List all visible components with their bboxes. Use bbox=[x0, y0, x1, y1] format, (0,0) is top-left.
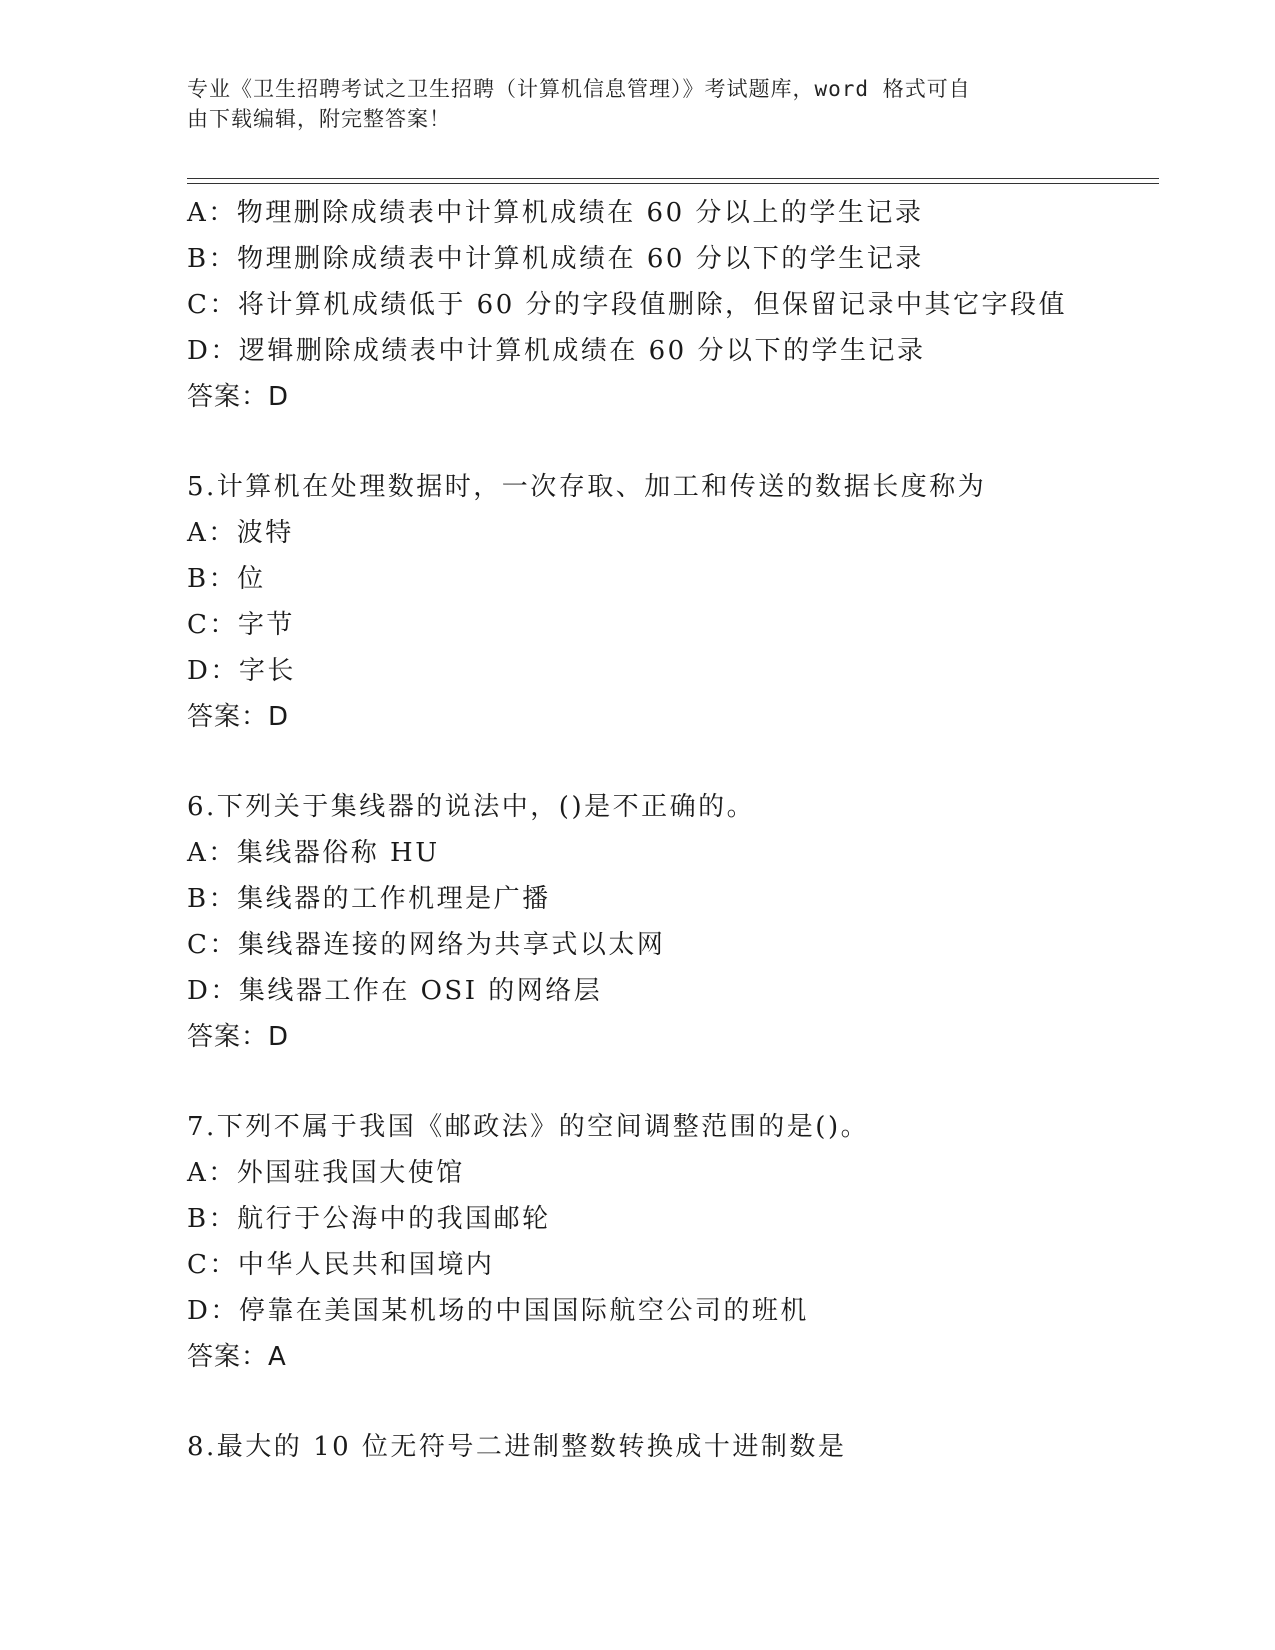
option-c: C：中华人民共和国境内 bbox=[187, 1250, 495, 1280]
answer-line: 答案：D bbox=[187, 1022, 290, 1052]
option-c: C：将计算机成绩低于 60 分的字段值删除，但保留记录中其它字段值 bbox=[187, 290, 1068, 320]
option-d: D：停靠在美国某机场的中国国际航空公司的班机 bbox=[187, 1296, 809, 1326]
question-7 bbox=[187, 1104, 1147, 1380]
question-8 bbox=[187, 1424, 1147, 1470]
answer-line: 答案：A bbox=[187, 1342, 287, 1372]
question-text: 6.下列关于集线器的说法中，()是不正确的。 bbox=[187, 792, 756, 822]
option-d: D：逻辑删除成绩表中计算机成绩在 60 分以下的学生记录 bbox=[187, 336, 926, 366]
option-c: C：字节 bbox=[187, 610, 295, 640]
question-4 bbox=[187, 190, 1147, 420]
option-a: A：外国驻我国大使馆 bbox=[187, 1158, 465, 1188]
option-b: B：航行于公海中的我国邮轮 bbox=[187, 1204, 551, 1234]
spacer bbox=[187, 1380, 1147, 1424]
question-list bbox=[187, 190, 1147, 1470]
question-6 bbox=[187, 784, 1147, 1060]
header-divider-bottom bbox=[187, 183, 1159, 184]
answer-line: 答案：D bbox=[187, 702, 290, 732]
answer-line: 答案：D bbox=[187, 382, 290, 412]
option-b: B：物理删除成绩表中计算机成绩在 60 分以下的学生记录 bbox=[187, 244, 924, 274]
option-a: A：集线器俗称 HU bbox=[187, 838, 440, 868]
document-header bbox=[187, 74, 1087, 134]
question-text: 8.最大的 10 位无符号二进制整数转换成十进制数是 bbox=[187, 1432, 847, 1462]
option-b: B：集线器的工作机理是广播 bbox=[187, 884, 551, 914]
spacer bbox=[187, 420, 1147, 464]
option-d: D：集线器工作在 OSI 的网络层 bbox=[187, 976, 603, 1006]
option-a: A：波特 bbox=[187, 518, 294, 548]
question-text: 7.下列不属于我国《邮政法》的空间调整范围的是()。 bbox=[187, 1112, 870, 1142]
option-c: C：集线器连接的网络为共享式以太网 bbox=[187, 930, 666, 960]
option-a: A：物理删除成绩表中计算机成绩在 60 分以上的学生记录 bbox=[187, 198, 924, 228]
question-5 bbox=[187, 464, 1147, 740]
option-b: B：位 bbox=[187, 564, 266, 594]
header-line-1: 专业《卫生招聘考试之卫生招聘（计算机信息管理）》考试题库，word 格式可自 bbox=[187, 77, 971, 101]
header-line-2: 由下载编辑，附完整答案！ bbox=[187, 107, 451, 131]
header-divider-top bbox=[187, 178, 1159, 179]
option-d: D：字长 bbox=[187, 656, 296, 686]
spacer bbox=[187, 740, 1147, 784]
spacer bbox=[187, 1060, 1147, 1104]
question-text: 5.计算机在处理数据时，一次存取、加工和传送的数据长度称为 bbox=[187, 472, 987, 502]
